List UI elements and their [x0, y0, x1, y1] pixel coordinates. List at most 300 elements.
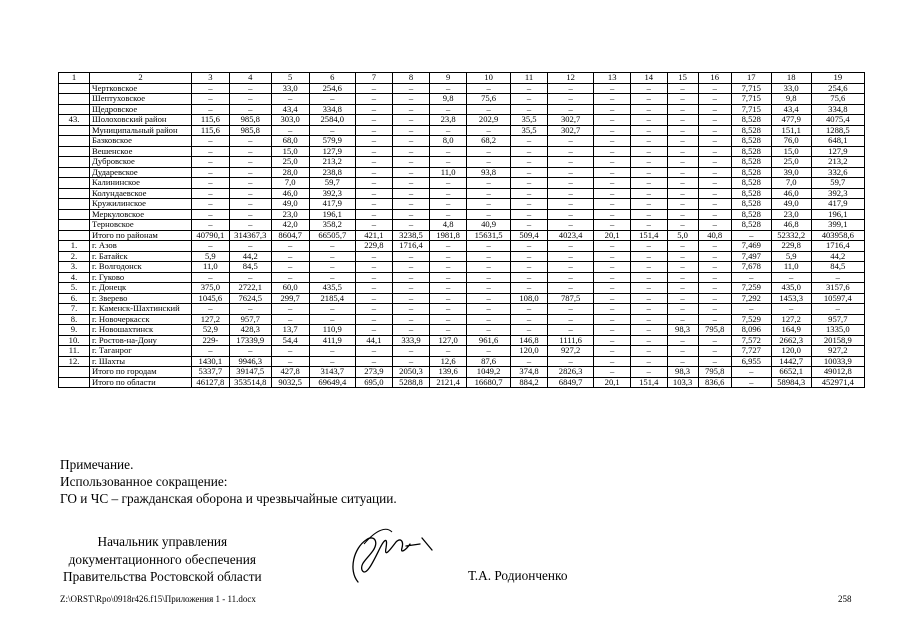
data-table	[58, 72, 865, 388]
table-cell: 7,715	[731, 104, 771, 115]
table-cell: 695,0	[356, 377, 393, 388]
table-cell: 8,096	[731, 325, 771, 336]
table-cell: –	[356, 356, 393, 367]
table-cell: 17339,9	[229, 335, 271, 346]
table-cell: –	[466, 272, 510, 283]
table-cell: –	[547, 356, 594, 367]
table-cell: –	[192, 220, 230, 231]
table-cell: 648,1	[811, 136, 864, 147]
table-cell: 9946,3	[229, 356, 271, 367]
table-cell: –	[630, 178, 667, 189]
table-cell: 1045,6	[192, 293, 230, 304]
page-number: 258	[838, 594, 852, 604]
table-cell: –	[466, 209, 510, 220]
table-cell: 333,9	[392, 335, 430, 346]
table-cell: 196,1	[811, 209, 864, 220]
table-cell: –	[547, 325, 594, 336]
table-cell: –	[667, 346, 698, 357]
table-cell: 2050,3	[392, 367, 430, 378]
table-cell: 2826,3	[547, 367, 594, 378]
table-cell: –	[309, 356, 356, 367]
table-cell: 46,8	[771, 220, 811, 231]
table-cell: 8,528	[731, 136, 771, 147]
table-cell: –	[594, 83, 631, 94]
table-cell: 2185,4	[309, 293, 356, 304]
table-cell: –	[667, 314, 698, 325]
table-cell: –	[511, 146, 548, 157]
table-row	[59, 241, 865, 252]
table-cell: –	[271, 272, 309, 283]
table-cell: 229-	[192, 335, 230, 346]
table-cell: –	[594, 220, 631, 231]
table-cell: –	[229, 157, 271, 168]
table-cell: –	[594, 188, 631, 199]
table-cell: –	[594, 146, 631, 157]
table-cell: –	[356, 125, 393, 136]
column-number: 9	[430, 73, 467, 84]
table-cell: –	[698, 178, 731, 189]
table-cell: 6.	[59, 293, 90, 304]
table-cell: 1.	[59, 241, 90, 252]
table-cell: –	[630, 241, 667, 252]
table-cell: –	[731, 377, 771, 388]
table-cell: –	[511, 283, 548, 294]
table-cell: –	[192, 188, 230, 199]
table-cell: 509,4	[511, 230, 548, 241]
row-name-cell: Муниципальный район	[90, 125, 192, 136]
table-cell: –	[356, 146, 393, 157]
table-cell: –	[271, 251, 309, 262]
table-cell: –	[698, 262, 731, 273]
table-cell: 54,4	[271, 335, 309, 346]
table-cell: 3157,6	[811, 283, 864, 294]
table-cell: –	[667, 178, 698, 189]
abbreviation-text: ГО и ЧС – гражданская оборона и чрезвычайные ситуации.	[60, 491, 397, 506]
table-cell: 8,528	[731, 167, 771, 178]
table-cell: –	[229, 178, 271, 189]
table-cell: 213,2	[309, 157, 356, 168]
row-name-cell: Меркуловское	[90, 209, 192, 220]
table-cell: –	[667, 356, 698, 367]
table-cell: 15,0	[271, 146, 309, 157]
table-cell: –	[356, 346, 393, 357]
table-cell: 303,0	[271, 115, 309, 126]
table-cell: –	[192, 241, 230, 252]
table-cell: 108,0	[511, 293, 548, 304]
table-cell: –	[430, 283, 467, 294]
table-cell: –	[192, 83, 230, 94]
abbreviation-heading: Использованное сокращение:	[60, 474, 228, 489]
table-cell: 46,0	[771, 188, 811, 199]
table-cell: –	[667, 251, 698, 262]
table-cell: –	[811, 272, 864, 283]
row-name-cell: Чертковское	[90, 83, 192, 94]
column-number: 1	[59, 73, 90, 84]
table-cell: –	[392, 304, 430, 315]
table-cell: –	[271, 314, 309, 325]
table-cell: –	[356, 136, 393, 147]
table-cell: 49012,8	[811, 367, 864, 378]
table-cell: 7,715	[731, 94, 771, 105]
column-number: 15	[667, 73, 698, 84]
table-cell: –	[392, 104, 430, 115]
table-cell	[59, 367, 90, 378]
table-cell: 1430,1	[192, 356, 230, 367]
table-row	[59, 167, 865, 178]
table-cell: –	[698, 272, 731, 283]
table-cell: –	[594, 325, 631, 336]
column-number: 4	[229, 73, 271, 84]
table-cell: –	[547, 220, 594, 231]
table-cell: –	[667, 157, 698, 168]
table-row	[59, 136, 865, 147]
table-cell: –	[192, 94, 230, 105]
table-cell: –	[392, 262, 430, 273]
table-cell: 202,9	[466, 115, 510, 126]
table-cell: 35,5	[511, 125, 548, 136]
table-cell: –	[594, 356, 631, 367]
table-row	[59, 272, 865, 283]
table-cell: –	[594, 262, 631, 273]
table-cell: –	[547, 272, 594, 283]
table-cell: 23,8	[430, 115, 467, 126]
table-cell: 7,469	[731, 241, 771, 252]
table-cell: –	[229, 94, 271, 105]
table-cell: 43,4	[271, 104, 309, 115]
table-cell: –	[594, 272, 631, 283]
table-cell: 151,1	[771, 125, 811, 136]
table-cell: –	[392, 325, 430, 336]
table-cell: –	[466, 304, 510, 315]
table-cell: –	[667, 220, 698, 231]
table-cell: –	[392, 125, 430, 136]
column-number: 18	[771, 73, 811, 84]
table-cell: –	[630, 157, 667, 168]
table-row	[59, 283, 865, 294]
table-cell: –	[392, 188, 430, 199]
table-cell: –	[356, 115, 393, 126]
table-cell: –	[667, 293, 698, 304]
table-cell: 411,9	[309, 335, 356, 346]
table-cell: 33,0	[771, 83, 811, 94]
table-cell: 127,9	[309, 146, 356, 157]
table-cell: –	[698, 314, 731, 325]
table-cell: –	[392, 314, 430, 325]
table-cell: 7,497	[731, 251, 771, 262]
table-cell: 127,9	[811, 146, 864, 157]
table-cell: –	[392, 356, 430, 367]
table-row	[59, 83, 865, 94]
table-cell: –	[667, 125, 698, 136]
table-cell: 120,0	[511, 346, 548, 357]
table-cell: –	[392, 115, 430, 126]
table-cell: –	[630, 314, 667, 325]
table-cell: 299,7	[271, 293, 309, 304]
table-cell: 2584,0	[309, 115, 356, 126]
table-cell: –	[466, 178, 510, 189]
table-cell: 25,0	[771, 157, 811, 168]
table-cell: –	[698, 115, 731, 126]
table-cell: 11,0	[771, 262, 811, 273]
table-cell: –	[356, 104, 393, 115]
table-cell: –	[630, 115, 667, 126]
table-cell: 2121,4	[430, 377, 467, 388]
table-cell: –	[547, 283, 594, 294]
table-cell: –	[630, 356, 667, 367]
table-cell: 9,8	[430, 94, 467, 105]
table-cell: –	[271, 262, 309, 273]
row-name-cell: г. Каменск-Шахтинский	[90, 304, 192, 315]
table-cell: –	[630, 283, 667, 294]
table-cell: 49,0	[771, 199, 811, 210]
table-cell: 957,7	[811, 314, 864, 325]
table-cell: 8,528	[731, 178, 771, 189]
table-cell: 2662,3	[771, 335, 811, 346]
table-cell	[59, 178, 90, 189]
table-cell: –	[511, 241, 548, 252]
table-cell: 435,5	[309, 283, 356, 294]
table-row	[59, 230, 865, 241]
table-cell: –	[594, 104, 631, 115]
table-cell: 84,5	[811, 262, 864, 273]
table-cell: –	[430, 346, 467, 357]
table-cell: –	[356, 314, 393, 325]
table-cell: 46,0	[271, 188, 309, 199]
column-number: 11	[511, 73, 548, 84]
table-cell: –	[771, 272, 811, 283]
table-cell: –	[630, 146, 667, 157]
table-cell: 7.	[59, 304, 90, 315]
table-cell: –	[547, 262, 594, 273]
table-cell: 5,9	[771, 251, 811, 262]
table-cell: 957,7	[229, 314, 271, 325]
table-row	[59, 335, 865, 346]
table-cell: –	[594, 167, 631, 178]
row-name-cell: г. Батайск	[90, 251, 192, 262]
table-cell: 164,9	[771, 325, 811, 336]
table-cell: 20158,9	[811, 335, 864, 346]
table-cell: –	[630, 346, 667, 357]
table-cell: 795,8	[698, 325, 731, 336]
table-cell: –	[466, 241, 510, 252]
table-cell: –	[430, 209, 467, 220]
column-number: 3	[192, 73, 230, 84]
handwritten-signature-icon	[340, 520, 450, 592]
table-row	[59, 104, 865, 115]
table-cell: 8604,7	[271, 230, 309, 241]
row-name-cell: г. Новошахтинск	[90, 325, 192, 336]
table-cell: 884,2	[511, 377, 548, 388]
table-cell: –	[392, 157, 430, 168]
table-cell: 98,3	[667, 367, 698, 378]
table-row	[59, 125, 865, 136]
table-cell: 7,715	[731, 83, 771, 94]
table-cell	[59, 209, 90, 220]
table-cell: –	[271, 94, 309, 105]
table-cell: 44,2	[811, 251, 864, 262]
table-cell: –	[630, 136, 667, 147]
table-cell: 417,9	[309, 199, 356, 210]
table-cell: 5,0	[667, 230, 698, 241]
table-cell: –	[630, 167, 667, 178]
row-name-cell: Калининское	[90, 178, 192, 189]
table-cell: –	[229, 346, 271, 357]
table-cell: –	[229, 146, 271, 157]
row-name-cell: г. Волгодонск	[90, 262, 192, 273]
table-cell: –	[430, 125, 467, 136]
table-cell: –	[309, 262, 356, 273]
table-cell: 3.	[59, 262, 90, 273]
table-header-row	[59, 73, 865, 84]
table-cell: –	[698, 146, 731, 157]
table-cell: –	[466, 262, 510, 273]
table-cell: –	[667, 104, 698, 115]
table-row	[59, 209, 865, 220]
table-cell: 8.	[59, 314, 90, 325]
table-cell: 46127,8	[192, 377, 230, 388]
table-cell: –	[698, 335, 731, 346]
table-cell: –	[547, 241, 594, 252]
table-row	[59, 314, 865, 325]
table-cell: –	[630, 104, 667, 115]
table-cell: –	[698, 220, 731, 231]
table-cell: 927,2	[547, 346, 594, 357]
table-cell: 8,528	[731, 125, 771, 136]
table-cell: 2722,1	[229, 283, 271, 294]
table-row	[59, 157, 865, 168]
table-cell: –	[731, 230, 771, 241]
table-cell: –	[511, 199, 548, 210]
table-cell: –	[811, 304, 864, 315]
column-number: 12	[547, 73, 594, 84]
table-cell: –	[309, 272, 356, 283]
table-cell: –	[594, 125, 631, 136]
table-cell: 59,7	[309, 178, 356, 189]
table-cell: 1716,4	[811, 241, 864, 252]
signatory-line-2: документационного обеспечения	[68, 551, 256, 567]
table-cell: –	[192, 157, 230, 168]
table-cell: –	[547, 104, 594, 115]
table-cell: –	[229, 220, 271, 231]
table-cell: –	[511, 136, 548, 147]
table-cell: –	[356, 283, 393, 294]
table-cell: –	[547, 178, 594, 189]
table-cell: –	[511, 251, 548, 262]
table-cell: –	[667, 209, 698, 220]
table-cell: –	[630, 367, 667, 378]
table-cell: 196,1	[309, 209, 356, 220]
table-cell: –	[698, 188, 731, 199]
table-cell: 12.	[59, 356, 90, 367]
column-number: 6	[309, 73, 356, 84]
table-cell: 392,3	[811, 188, 864, 199]
table-cell: –	[392, 178, 430, 189]
column-number: 8	[392, 73, 430, 84]
table-cell: –	[229, 83, 271, 94]
table-cell: –	[771, 304, 811, 315]
table-cell: 435,0	[771, 283, 811, 294]
table-cell: 13,7	[271, 325, 309, 336]
signatory-position	[63, 533, 262, 586]
table-cell: –	[547, 251, 594, 262]
table-cell: –	[430, 272, 467, 283]
row-name-cell: г. Гуково	[90, 272, 192, 283]
table-cell: –	[594, 178, 631, 189]
table-cell: –	[271, 241, 309, 252]
table-cell: 9,8	[771, 94, 811, 105]
table-cell	[59, 94, 90, 105]
table-cell: 1442,7	[771, 356, 811, 367]
table-cell: –	[466, 346, 510, 357]
table-cell: 68,0	[271, 136, 309, 147]
table-cell: 68,2	[466, 136, 510, 147]
column-number: 19	[811, 73, 864, 84]
table-cell: –	[630, 304, 667, 315]
table-cell: 302,7	[547, 115, 594, 126]
table-cell: 93,8	[466, 167, 510, 178]
table-cell: –	[392, 167, 430, 178]
table-cell: –	[466, 188, 510, 199]
table-cell: –	[698, 209, 731, 220]
table-cell: –	[392, 272, 430, 283]
row-name-cell: Щедровское	[90, 104, 192, 115]
table-cell: –	[356, 209, 393, 220]
table-cell: –	[547, 304, 594, 315]
table-cell: –	[547, 209, 594, 220]
table-cell: –	[192, 209, 230, 220]
table-cell: 4.	[59, 272, 90, 283]
table-cell: 39,0	[771, 167, 811, 178]
row-name-cell: Дударевское	[90, 167, 192, 178]
table-cell: –	[594, 283, 631, 294]
table-cell: –	[392, 146, 430, 157]
table-cell: 87,6	[466, 356, 510, 367]
table-cell: –	[630, 83, 667, 94]
table-cell: –	[594, 199, 631, 210]
table-cell: 358,2	[309, 220, 356, 231]
table-cell: 5,9	[192, 251, 230, 262]
table-cell: 8,528	[731, 146, 771, 157]
column-number: 16	[698, 73, 731, 84]
table-row	[59, 346, 865, 357]
table-cell: –	[392, 346, 430, 357]
table-cell: –	[192, 304, 230, 315]
table-cell: 836,6	[698, 377, 731, 388]
table-cell: –	[547, 157, 594, 168]
table-cell: 110,9	[309, 325, 356, 336]
table-cell: –	[466, 157, 510, 168]
table-cell: –	[356, 251, 393, 262]
table-cell: 477,9	[771, 115, 811, 126]
table-cell: –	[430, 146, 467, 157]
row-name-cell: Итого по области	[90, 377, 192, 388]
table-cell: –	[356, 293, 393, 304]
table-cell: 16680,7	[466, 377, 510, 388]
table-cell: –	[547, 167, 594, 178]
table-cell: 59,7	[811, 178, 864, 189]
table-cell: –	[466, 125, 510, 136]
table-cell: –	[511, 314, 548, 325]
table-cell: –	[594, 346, 631, 357]
table-cell: –	[466, 325, 510, 336]
table-cell: 254,6	[309, 83, 356, 94]
table-cell: –	[466, 314, 510, 325]
table-cell: –	[547, 83, 594, 94]
table-cell: 961,6	[466, 335, 510, 346]
table-cell: –	[192, 136, 230, 147]
table-row	[59, 377, 865, 388]
table-cell: –	[309, 94, 356, 105]
